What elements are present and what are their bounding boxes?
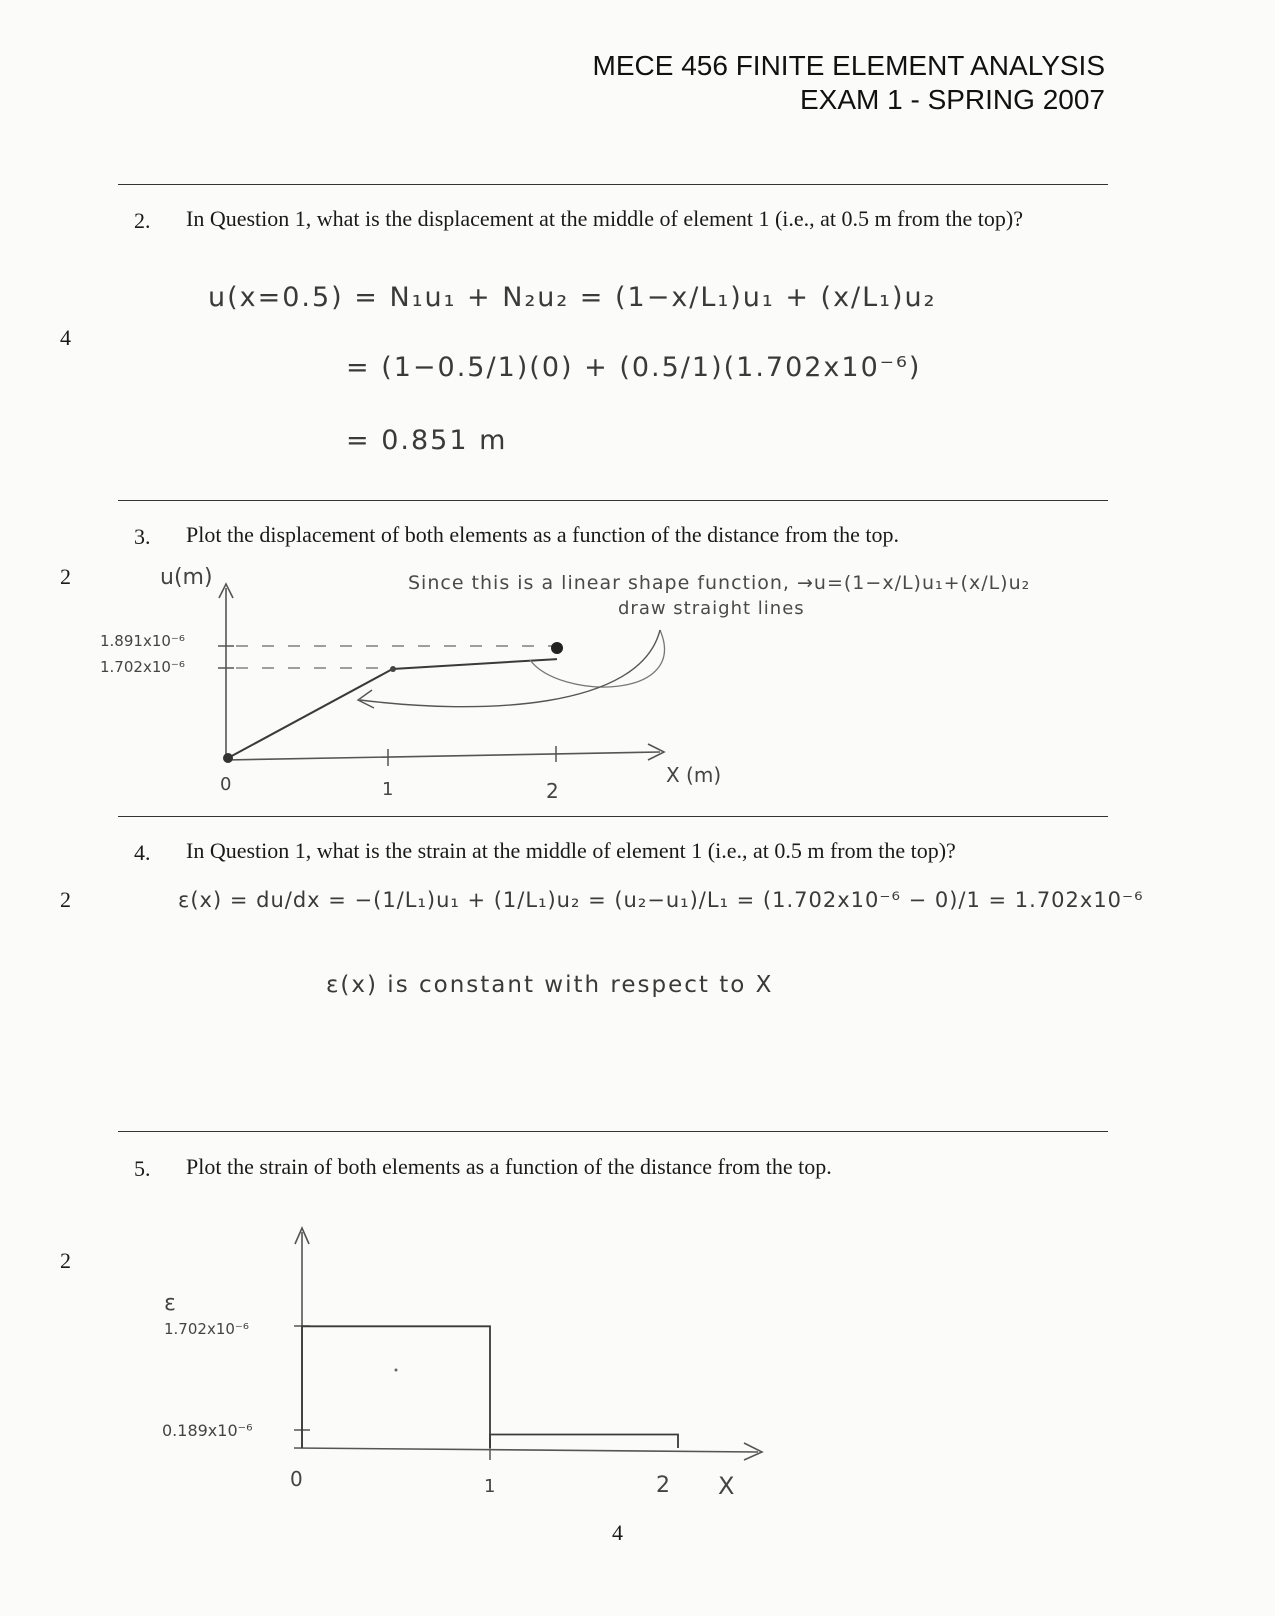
data-point (223, 753, 233, 763)
strain-series (302, 1326, 678, 1448)
arrowhead-icon (358, 690, 374, 708)
y-tick-label: 0.189x10⁻⁶ (162, 1421, 253, 1440)
x-axis (294, 1448, 758, 1452)
x-axis-label: X (m) (666, 763, 722, 787)
question-number: 2. (134, 208, 151, 233)
question-text: In Question 1, what is the strain at the middle of element 1 (i.e., at 0.5 m from the top)? (186, 838, 956, 863)
points-value: 2 (60, 564, 71, 589)
y-tick-label: 1.702x10⁻⁶ (100, 658, 185, 676)
points-value: 4 (60, 325, 71, 350)
strain-step-element-1 (302, 1326, 490, 1448)
handwritten-note: Since this is a linear shape function, →u=(1−x/L)u₁+(x/L)u₂ (408, 572, 1031, 594)
page-number: 4 (612, 1520, 623, 1545)
data-point (551, 642, 563, 654)
y-axis-label: ε (164, 1291, 176, 1316)
handwritten-equation: = (1−0.5/1)(0) + (0.5/1)(1.702x10⁻⁶) (346, 352, 922, 383)
y-tick-label: 1.702x10⁻⁶ (164, 1320, 249, 1338)
x-axis (226, 752, 660, 760)
question-number: 4. (134, 840, 151, 865)
data-point (390, 666, 396, 672)
question-number: 5. (134, 1156, 151, 1181)
y-axis-label: u(m) (160, 565, 213, 590)
question-text: Plot the strain of both elements as a function of the distance from the top. (186, 1154, 832, 1179)
x-tick-label: 1 (382, 779, 394, 800)
points-value: 2 (60, 887, 71, 912)
y-tick-label: 1.891x10⁻⁶ (100, 632, 185, 650)
handwritten-equation: ε(x) = du/dx = −(1/L₁)u₁ + (1/L₁)u₂ = (u₂−u₁)/L₁ = (1.702x10⁻⁶ − 0)/1 = 1.702x10⁻⁶ (178, 888, 1144, 912)
handwritten-note: ε(x) is constant with respect to X (326, 972, 774, 998)
question-number: 3. (134, 524, 151, 549)
course-title: MECE 456 FINITE ELEMENT ANALYSIS (592, 50, 1105, 81)
x-tick-label: 0 (290, 1467, 303, 1491)
points-value: 2 (60, 1248, 71, 1273)
question-text: Plot the displacement of both elements as a function of the distance from the top. (186, 522, 899, 547)
stray-mark (395, 1369, 398, 1372)
x-tick-label: 0 (220, 774, 232, 795)
x-tick-label: 2 (656, 1473, 670, 1498)
x-axis-label: X (718, 1472, 735, 1500)
handwritten-answer: = 0.851 m (346, 425, 508, 456)
x-tick-label: 2 (546, 779, 559, 803)
strain-step-element-2 (490, 1434, 678, 1448)
displacement-series (228, 659, 557, 758)
handwritten-note: draw straight lines (618, 598, 805, 619)
question-text: In Question 1, what is the displacement at the middle of element 1 (i.e., at 0.5 m from the top)? (186, 206, 1023, 231)
exam-title: EXAM 1 - SPRING 2007 (799, 84, 1105, 115)
handwritten-equation: u(x=0.5) = N₁u₁ + N₂u₂ = (1−x/L₁)u₁ + (x/L₁)u₂ (208, 282, 937, 313)
x-tick-label: 1 (484, 1476, 496, 1497)
